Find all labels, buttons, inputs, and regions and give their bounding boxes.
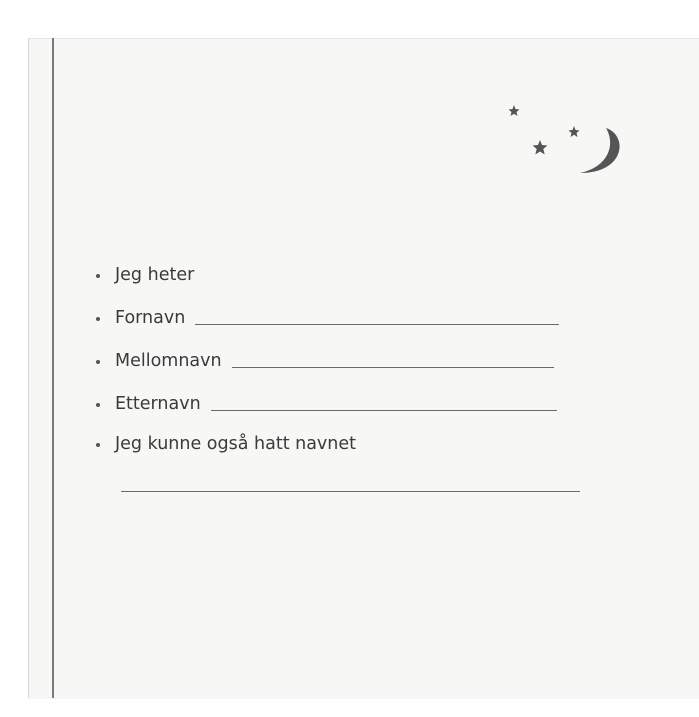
page-edge-line [28,38,29,698]
star-icon [533,140,548,155]
item-label: Mellomnavn [115,351,222,371]
item-label: Jeg kunne også hatt navnet [115,434,357,454]
item-label: Etternavn [115,394,201,414]
list-item-mellomnavn [96,350,554,372]
etternavn-write-line[interactable] [211,410,557,411]
bullet-icon [96,360,100,364]
mellomnavn-write-line[interactable] [232,367,554,368]
night-sky-decoration [500,95,630,185]
bullet-icon [96,274,100,278]
alternative-name-write-line[interactable] [121,491,580,492]
bullet-icon [96,403,100,407]
list-item-jeg-heter [96,264,194,286]
star-icon [509,105,520,116]
bullet-icon [96,317,100,321]
star-icon [569,126,580,137]
crescent-moon-icon [580,128,620,173]
item-label: Jeg heter [115,265,195,285]
item-label: Fornavn [115,308,186,328]
list-item-alternative-name [96,433,356,455]
list-item-fornavn [96,307,559,329]
list-item-etternavn [96,393,557,415]
binding-margin-line [52,38,54,698]
bullet-icon [96,443,100,447]
fornavn-write-line[interactable] [195,324,559,325]
